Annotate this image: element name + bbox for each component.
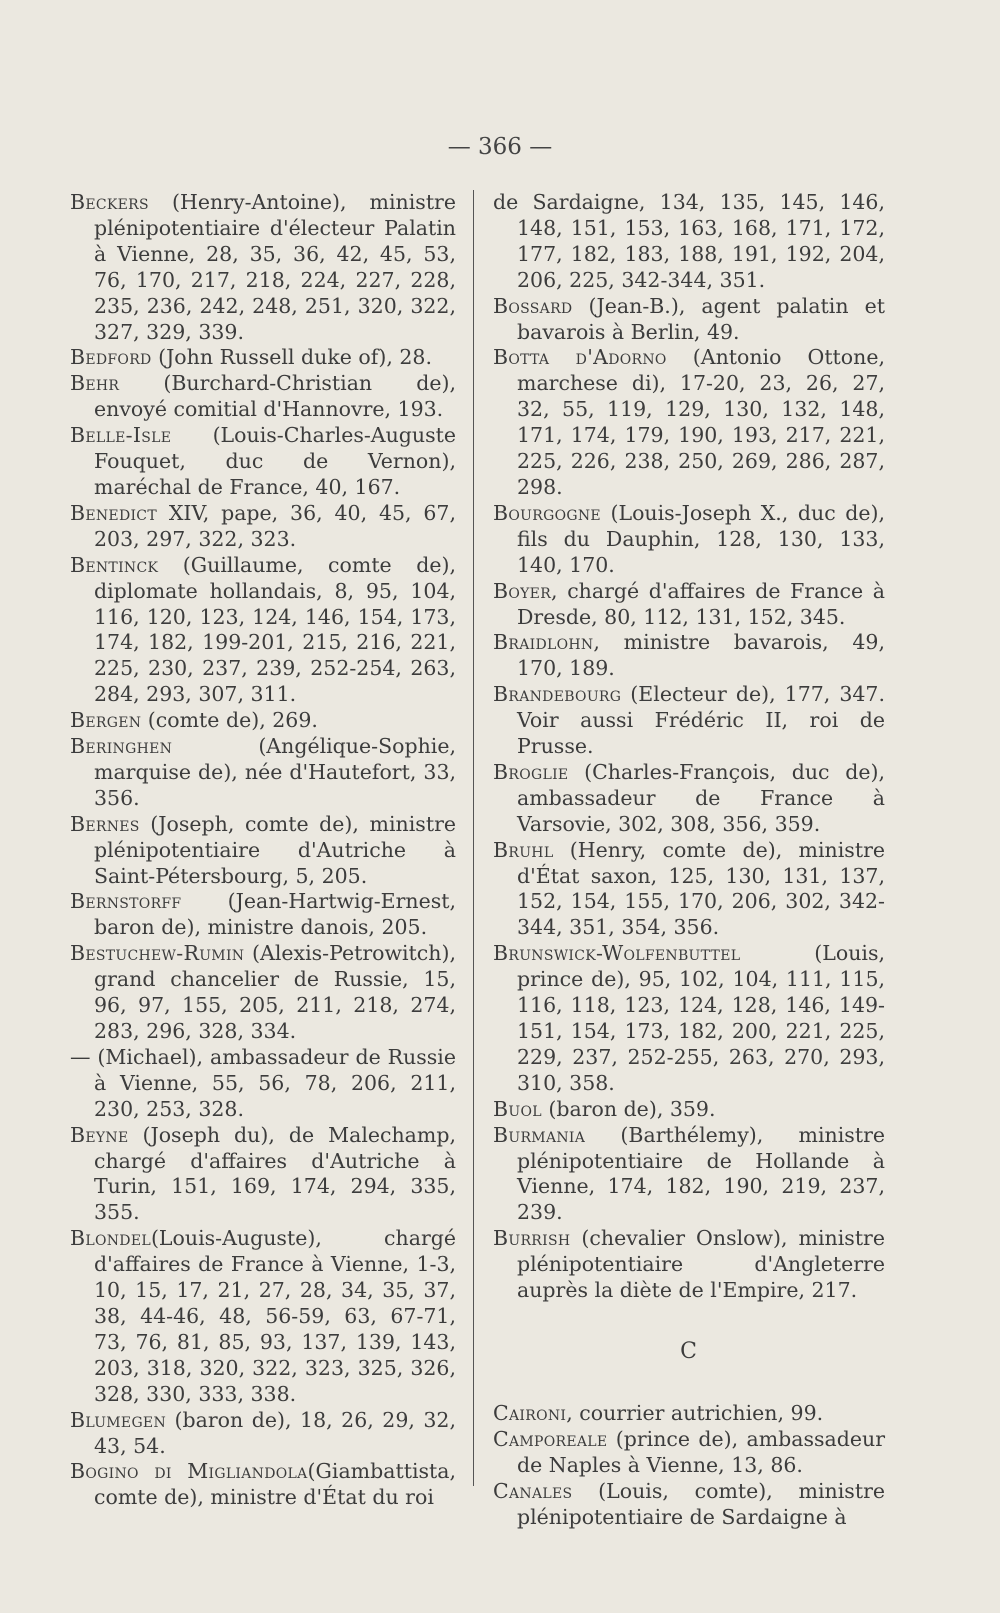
entry-name: Boyer	[493, 578, 552, 603]
index-entry	[70, 812, 456, 890]
index-entry	[70, 734, 456, 812]
entry-text: XIV, pape, 36, 40, 45, 67, 203, 297, 322, 323.	[94, 500, 456, 551]
entry-name: Brunswick-Wolfenbuttel	[493, 941, 741, 966]
entry-name: Beyne	[70, 1122, 129, 1147]
entry-text: (Giambattista, comte de), ministre d'État du roi	[94, 1459, 456, 1510]
index-entry	[70, 1408, 456, 1460]
index-entry	[493, 760, 885, 838]
entry-text: (Charles-François, duc de), ambassadeur de France à Varsovie, 302, 308, 356, 359.	[517, 759, 885, 836]
index-entry	[70, 1459, 456, 1511]
index-entry	[70, 1123, 456, 1227]
entry-text: (Jean-Hartwig-Ernest, baron de), ministre danois, 205.	[94, 889, 456, 940]
entry-name: Broglie	[493, 759, 569, 784]
entry-text: (Jean-B.), agent palatin et bavarois à Berlin, 49.	[517, 293, 885, 344]
index-entry	[70, 190, 456, 345]
index-entry	[493, 1097, 885, 1123]
index-entry	[493, 579, 885, 631]
entry-name: Burmania	[493, 1122, 586, 1147]
index-entry	[70, 708, 456, 734]
index-entry	[70, 1226, 456, 1407]
index-entry	[70, 345, 456, 371]
entry-name: Canales	[493, 1478, 573, 1503]
entry-name: Blumegen	[70, 1407, 167, 1432]
entry-text: (Louis, prince de), 95, 102, 104, 111, 115, 116, 118, 123, 124, 128, 146, 149-151, 154, 173, 182, 200, 221, 225, 229, 237, 252-255, 263, 270, 293, 310, 358.	[517, 941, 885, 1095]
entry-name: Bestuchew-Rumin	[70, 941, 245, 966]
entry-text: (Henry, comte de), ministre d'État saxon, 125, 130, 131, 137, 152, 154, 155, 170, 206, 302, 342-344, 351, 354, 356.	[517, 837, 885, 940]
index-entry	[493, 294, 885, 346]
index-entry	[70, 889, 456, 941]
entry-text: (baron de), 18, 26, 29, 32, 43, 54.	[94, 1407, 456, 1458]
entry-text: (Electeur de), 177, 347. Voir aussi Frédéric II, roi de Prusse.	[517, 682, 885, 759]
index-entry	[70, 371, 456, 423]
index-entry	[493, 190, 885, 294]
entry-name: Belle-Isle	[70, 423, 172, 448]
entry-name: Brandebourg	[493, 682, 622, 707]
entry-text: — (Michael), ambassadeur de Russie à Vienne, 55, 56, 78, 206, 211, 230, 253, 328.	[70, 1044, 456, 1121]
entry-name: Burrish	[493, 1226, 571, 1251]
entry-name: Bentinck	[70, 552, 159, 577]
column-divider	[473, 190, 474, 1486]
entry-text: , courrier autrichien, 99.	[566, 1400, 824, 1425]
index-entry	[493, 682, 885, 760]
entry-name: Caironi	[493, 1400, 567, 1425]
entry-text: (Henry-Antoine), ministre plénipotentiaire d'électeur Palatin à Vienne, 28, 35, 36, 42, 45, 53, 76, 170, 217, 218, 224, 227, 228, 235, 236, 242, 248, 251, 320, 322, 327, 329, 339.	[94, 190, 456, 344]
entry-text: (chevalier Onslow), ministre plénipotentiaire d'Angleterre auprès la diète de l'Empire, 217.	[517, 1226, 885, 1303]
entry-name: Bergen	[70, 708, 142, 733]
index-entry	[493, 941, 885, 1096]
entry-text: (comte de), 269.	[141, 708, 318, 733]
entry-text: (Joseph du), de Malechamp, chargé d'affaires d'Autriche à Turin, 151, 169, 174, 294, 335, 355.	[94, 1122, 456, 1225]
entry-text: (Alexis-Petrowitch), grand chancelier de Russie, 15, 96, 97, 155, 205, 211, 218, 274, 283, 296, 328, 334.	[94, 941, 456, 1043]
entry-text: (Louis-Joseph X., duc de), fils du Dauphin, 128, 130, 133, 140, 170.	[517, 500, 885, 577]
entry-name: Blondel	[70, 1226, 151, 1251]
entry-text: (Louis-Charles-Auguste Fouquet, duc de Vernon), maréchal de France, 40, 167.	[94, 423, 456, 499]
entry-text: (Joseph, comte de), ministre plénipotentiaire d'Autriche à Saint-Pétersbourg, 5, 205.	[94, 811, 456, 888]
index-entry	[493, 501, 885, 579]
right-column-entries-c	[493, 1401, 885, 1531]
entry-text: (Barthélemy), ministre plénipotentiaire de Hollande à Vienne, 174, 182, 190, 219, 237, 239.	[517, 1122, 885, 1225]
section-letter-heading: C	[680, 1338, 698, 1364]
entry-name: Bossard	[493, 293, 573, 318]
entry-name: Bruhl	[493, 837, 554, 862]
entry-text: (Guillaume, comte de), diplomate hollandais, 8, 95, 104, 116, 120, 123, 124, 146, 154, 173, 174, 182, 199-201, 215, 216, 221, 225, 230, 237, 239, 252-254, 263, 284, 293, 307, 311.	[94, 552, 456, 707]
entry-name: Beringhen	[70, 734, 173, 759]
index-entry	[493, 1427, 885, 1479]
index-entry	[70, 1045, 456, 1123]
entry-text: (prince de), ambassadeur de Naples à Vienne, 13, 86.	[517, 1426, 885, 1477]
index-entry	[493, 1479, 885, 1531]
index-entry	[493, 1123, 885, 1227]
entry-text: (John Russell duke of), 28.	[151, 345, 432, 370]
entry-name: Camporeale	[493, 1426, 608, 1451]
entry-text: , ministre bavarois, 49, 170, 189.	[517, 630, 885, 681]
entry-name: Bogino di Migliandola	[70, 1459, 308, 1484]
index-entry	[493, 1226, 885, 1304]
index-entry	[70, 941, 456, 1045]
entry-text: (Angélique-Sophie, marquise de), née d'Hautefort, 33, 356.	[94, 734, 456, 810]
entry-text: (baron de), 359.	[541, 1096, 716, 1121]
entry-text: (Louis-Auguste), chargé d'affaires de France à Vienne, 1-3, 10, 15, 17, 21, 27, 28, 34, 35, 37, 38, 44-46, 48, 56-59, 63, 67-71, 73, 76, 81, 85, 93, 137, 139, 143, 203, 318, 320, 322, 323, 325, 326, 328, 330, 333, 338.	[94, 1226, 456, 1406]
entry-text: (Antonio Ottone, marchese di), 17-20, 23, 26, 27, 32, 55, 119, 129, 130, 132, 148, 171, 174, 179, 190, 193, 217, 221, 225, 226, 238, 250, 269, 286, 287, 298.	[517, 345, 885, 499]
page-number: — 366 —	[447, 134, 553, 160]
entry-text: de Sardaigne, 134, 135, 145, 146, 148, 151, 153, 163, 168, 171, 172, 177, 182, 183, 188, 191, 192, 204, 206, 225, 342-344, 351.	[493, 190, 885, 292]
index-entry	[493, 630, 885, 682]
entry-name: Buol	[493, 1096, 542, 1121]
right-column	[493, 190, 885, 1530]
left-column	[70, 190, 456, 1511]
index-entry	[70, 553, 456, 708]
entry-name: Benedict	[70, 500, 157, 525]
index-entry	[493, 1401, 885, 1427]
right-column-entries-b	[493, 190, 885, 1304]
index-entry	[70, 423, 456, 501]
entry-name: Braidlohn	[493, 630, 594, 655]
entry-name: Bedford	[70, 345, 152, 370]
entry-text: (Burchard-Christian de), envoyé comitial d'Hannovre, 193.	[94, 371, 456, 422]
entry-text: (Louis, comte), ministre plénipotentiaire de Sardaigne à	[517, 1478, 885, 1529]
entry-name: Beckers	[70, 190, 149, 214]
entry-name: Botta d'Adorno	[493, 345, 667, 370]
index-entry	[70, 501, 456, 553]
entry-name: Behr	[70, 371, 120, 396]
entry-name: Bourgogne	[493, 500, 601, 525]
index-entry	[493, 345, 885, 500]
entry-name: Bernes	[70, 811, 140, 836]
index-entry	[493, 838, 885, 942]
entry-text: , chargé d'affaires de France à Dresde, 80, 112, 131, 152, 345.	[517, 578, 885, 629]
entry-name: Bernstorff	[70, 889, 182, 914]
